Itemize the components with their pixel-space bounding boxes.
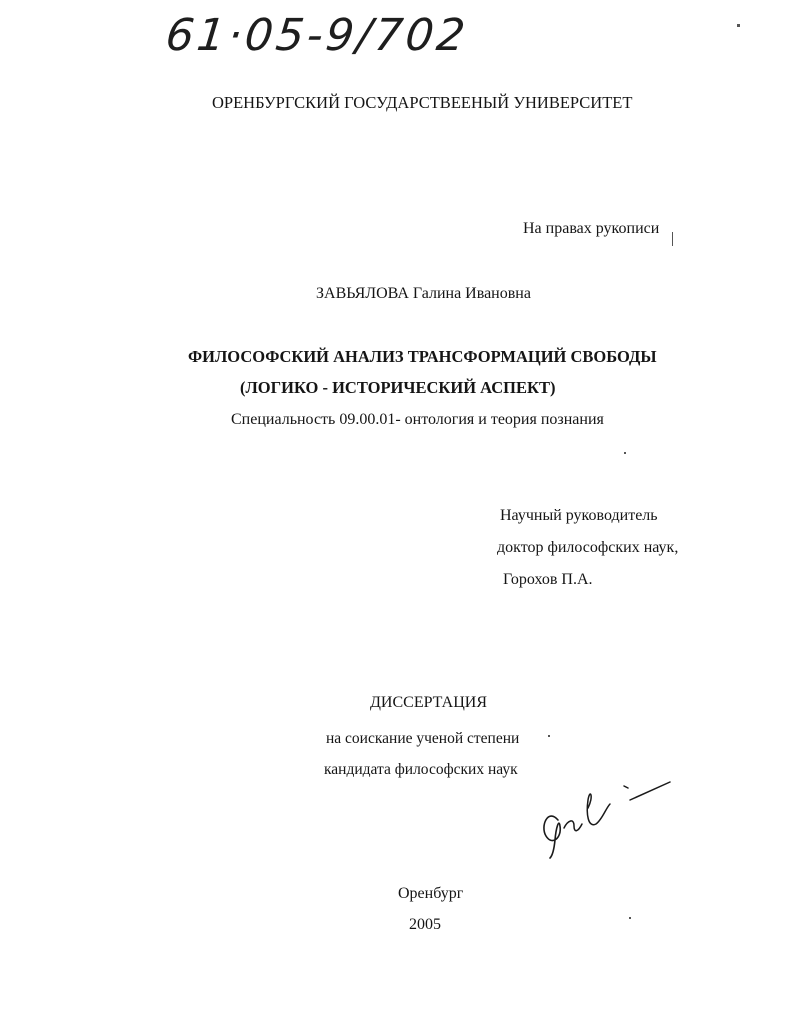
degree-name: кандидата философских наук [324, 761, 518, 778]
title-line-1: ФИЛОСОФСКИЙ АНАЛИЗ ТРАНСФОРМАЦИЙ СВОБОДЫ [188, 347, 657, 366]
archive-code-handwritten: 61·05-9/702 [163, 10, 471, 61]
scan-speck [672, 232, 673, 246]
year: 2005 [409, 916, 441, 933]
scan-speck [629, 917, 631, 919]
author-name: ЗАВЬЯЛОВА Галина Ивановна [316, 285, 531, 302]
document-type: ДИССЕРТАЦИЯ [370, 694, 487, 711]
university-name: ОРЕНБУРГСКИЙ ГОСУДАРСТВЕЕНЫЙ УНИВЕРСИТЕТ [212, 93, 633, 112]
city: Оренбург [398, 885, 464, 902]
scan-speck [737, 24, 740, 27]
supervisor-degree: доктор философских наук, [497, 539, 679, 556]
scan-speck [624, 452, 626, 454]
supervisor-role: Научный руководитель [500, 507, 658, 524]
supervisor-name: Горохов П.А. [503, 571, 593, 588]
title-line-2: (ЛОГИКО - ИСТОРИЧЕСКИЙ АСПЕКТ) [240, 378, 556, 397]
scan-speck [548, 735, 550, 737]
specialty: Специальность 09.00.01- онтология и теория познания [231, 411, 604, 428]
handwritten-signature [530, 778, 680, 863]
degree-purpose: на соискание ученой степени [326, 730, 520, 747]
rights-note: На правах рукописи [523, 220, 660, 237]
